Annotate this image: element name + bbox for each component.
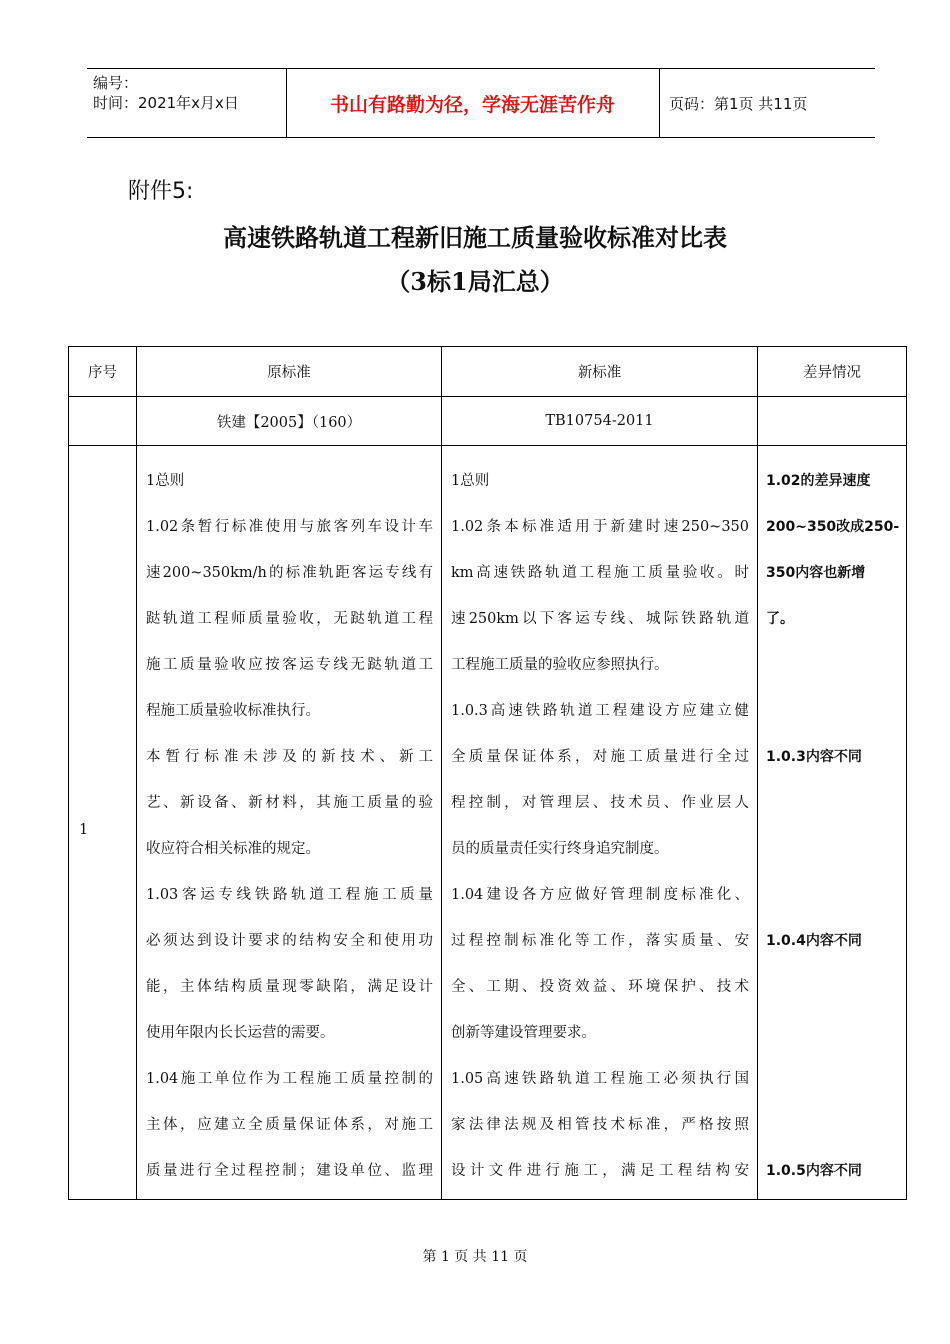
old-standard-line: 艺、新设备、新材料，其施工质量的验 <box>146 795 433 811</box>
new-standard-line: 设计文件进行施工，满足工程结构安 <box>451 1163 749 1179</box>
old-standard-line: 跶轨道工程师质量验收，无跶轨道工程 <box>146 611 433 627</box>
new-standard-line: 1.04建设各方应做好管理制度标准化、 <box>451 887 749 903</box>
new-standard-line: 1总则 <box>451 473 490 489</box>
new-standard-line: 家法律法规及相管技术标准，严格按照 <box>451 1117 749 1133</box>
new-standard-line: 1.05高速铁路轨道工程施工必须执行国 <box>451 1071 749 1087</box>
new-standard-cell <box>442 446 758 1200</box>
old-standard-line: 1.03客运专线铁路轨道工程施工质量 <box>146 887 433 903</box>
difference-line <box>766 642 900 688</box>
old-standard-line: 必须达到设计要求的结构安全和使用功 <box>146 933 433 949</box>
new-standard-line: 创新等建设管理要求。 <box>451 1025 596 1041</box>
new-standard-line: 1.0.3高速铁路轨道工程建设方应建立健 <box>451 703 749 719</box>
subheader-cell: 铁建【2005】（160） <box>137 397 442 446</box>
new-standard-line: 全质量保证体系，对施工质量进行全过 <box>451 749 749 765</box>
new-standard-line: 工程施工质量的验收应参照执行。 <box>451 657 669 673</box>
difference-line <box>766 1102 900 1148</box>
header-cell: 序号 <box>69 347 137 397</box>
page-title: 高速铁路轨道工程新旧施工质量验收标准对比表 <box>223 223 727 252</box>
subheader-cell <box>69 397 137 446</box>
header-cell: 差异情况 <box>758 347 907 397</box>
row-number: 1 <box>69 446 137 1200</box>
header-meta <box>93 73 239 113</box>
difference-line: 1.02的差异速度 <box>766 473 871 489</box>
difference-line: 1.0.3内容不同 <box>766 749 862 765</box>
old-standard-line: 速200~350km/h的标准轨距客运专线有 <box>146 565 433 581</box>
difference-line: 了。 <box>766 611 794 627</box>
header-page-number: 页码：第1页 共11页 <box>669 95 808 113</box>
page-subtitle: （3标1局汇总） <box>386 267 564 296</box>
difference-line: 1.0.5内容不同 <box>766 1163 862 1179</box>
old-standard-line: 收应符合相关标准的规定。 <box>146 841 320 857</box>
table-header-row <box>69 347 907 397</box>
number-label: 编号： <box>93 74 139 92</box>
old-standard-line: 质量进行全过程控制；建设单位、监理 <box>146 1163 433 1179</box>
table-subheader-row <box>69 397 907 446</box>
old-standard-line: 1.02条暂行标准使用与旅客列车设计车 <box>146 519 433 535</box>
old-standard-cell <box>137 446 442 1200</box>
old-standard-line: 1.04施工单位作为工程施工质量控制的 <box>146 1071 433 1087</box>
header-divider <box>659 69 660 137</box>
difference-line: 350内容也新增 <box>766 565 866 581</box>
old-standard-line: 本暂行标准未涉及的新技术、新工 <box>146 749 433 765</box>
old-standard-line: 1总则 <box>146 473 185 489</box>
difference-line <box>766 872 900 918</box>
table-row <box>69 446 907 1200</box>
new-standard-line: km高速铁路轨道工程施工质量验收。时 <box>451 565 749 581</box>
comparison-table <box>68 346 907 1200</box>
old-standard-line: 使用年限内长长运营的需要。 <box>146 1025 335 1041</box>
difference-cell <box>758 446 907 1200</box>
difference-line: 200~350改成250- <box>766 519 900 535</box>
document-header <box>87 68 875 138</box>
old-standard-line: 主体，应建立全质量保证体系，对施工 <box>146 1117 433 1133</box>
subheader-cell: TB10754-2011 <box>442 397 758 446</box>
new-standard-line: 程控制，对管理层、技术员、作业层人 <box>451 795 749 811</box>
header-motto: 书山有路勤为径，学海无涯苦作舟 <box>329 93 615 116</box>
difference-line <box>766 688 900 734</box>
attachment-label: 附件5: <box>128 179 194 204</box>
header-cell: 新标准 <box>442 347 758 397</box>
new-standard-line: 1.02条本标准适用于新建时速250~350 <box>451 519 749 535</box>
difference-line <box>766 826 900 872</box>
difference-line <box>766 1056 900 1102</box>
header-cell: 原标准 <box>137 347 442 397</box>
subheader-cell <box>758 397 907 446</box>
new-standard-line: 过程控制标准化等工作，落实质量、安 <box>451 933 749 949</box>
difference-line: 1.0.4内容不同 <box>766 933 862 949</box>
time-label: 时间：2021年x月x日 <box>93 94 239 112</box>
difference-line <box>766 1010 900 1056</box>
page-footer: 第 1 页 共 11 页 <box>422 1249 528 1265</box>
old-standard-line: 能，主体结构质量现零缺陷，满足设计 <box>146 979 433 995</box>
new-standard-line: 员的质量责任实行终身追究制度。 <box>451 841 669 857</box>
difference-line <box>766 964 900 1010</box>
old-standard-line: 程施工质量验收标准执行。 <box>146 703 320 719</box>
new-standard-line: 全、工期、投资效益、环境保护、技术 <box>451 979 749 995</box>
old-standard-line: 施工质量验收应按客运专线无跶轨道工 <box>146 657 433 673</box>
difference-line <box>766 780 900 826</box>
new-standard-line: 速250km以下客运专线、城际铁路轨道 <box>451 611 749 627</box>
